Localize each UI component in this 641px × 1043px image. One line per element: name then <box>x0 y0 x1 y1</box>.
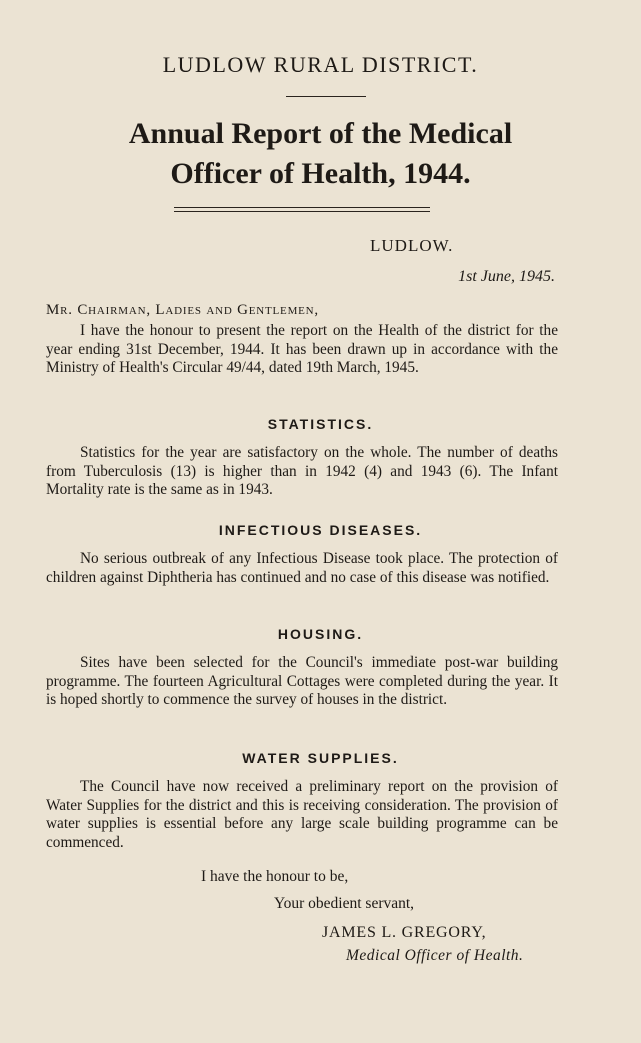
statistics-heading: STATISTICS. <box>267 416 374 432</box>
salutation: Mr. Chairman, Ladies and Gentlemen, <box>46 302 319 318</box>
housing-paragraph: Sites have been selected for the Council's immediate post-war building programme. The fourteen Agricultural Cottages were completed during the year. It is hoped shortly to commence the survey of houses in the district. <box>46 654 558 709</box>
closing-line-2: Your obedient servant, <box>274 895 415 912</box>
report-title <box>0 114 641 194</box>
letter-place: LUDLOW. <box>370 236 454 255</box>
title-line-1: Annual Report of the Medical <box>128 117 513 150</box>
signatory-name: JAMES L. GREGORY, <box>322 924 487 941</box>
infectious-diseases-paragraph: No serious outbreak of any Infectious Disease took place. The protection of children against Diphtheria has continued and no case of this disease was notified. <box>46 550 558 586</box>
district-name: LUDLOW RURAL DISTRICT. <box>162 52 479 77</box>
signatory-title: Medical Officer of Health. <box>346 947 524 964</box>
water-supplies-heading: WATER SUPPLIES. <box>242 750 399 766</box>
short-divider <box>286 96 366 97</box>
infectious-diseases-heading: INFECTIOUS DISEASES. <box>218 522 423 538</box>
housing-heading: HOUSING. <box>277 626 364 642</box>
double-divider <box>174 207 430 212</box>
closing-line-1: I have the honour to be, <box>201 868 349 885</box>
intro-paragraph: I have the honour to present the report on the Health of the district for the year ending 31st December, 1944. It has been drawn up in accordance with the Ministry of Health's Circular 49/44, dated 19th March, 1945. <box>46 322 558 377</box>
water-supplies-paragraph: The Council have now received a preliminary report on the provision of Water Supplies for the district and this is receiving consideration. The provision of water supplies is essential before any large scale building programme can be commenced. <box>46 778 558 851</box>
title-line-2: Officer of Health, 1944. <box>170 157 471 190</box>
statistics-paragraph: Statistics for the year are satisfactory on the whole. The number of deaths from Tuberculosis (13) is higher than in 1942 (4) and 1943 (6). The Infant Mortality rate is the same as in 1943. <box>46 444 558 499</box>
letter-date: 1st June, 1945. <box>458 268 555 285</box>
